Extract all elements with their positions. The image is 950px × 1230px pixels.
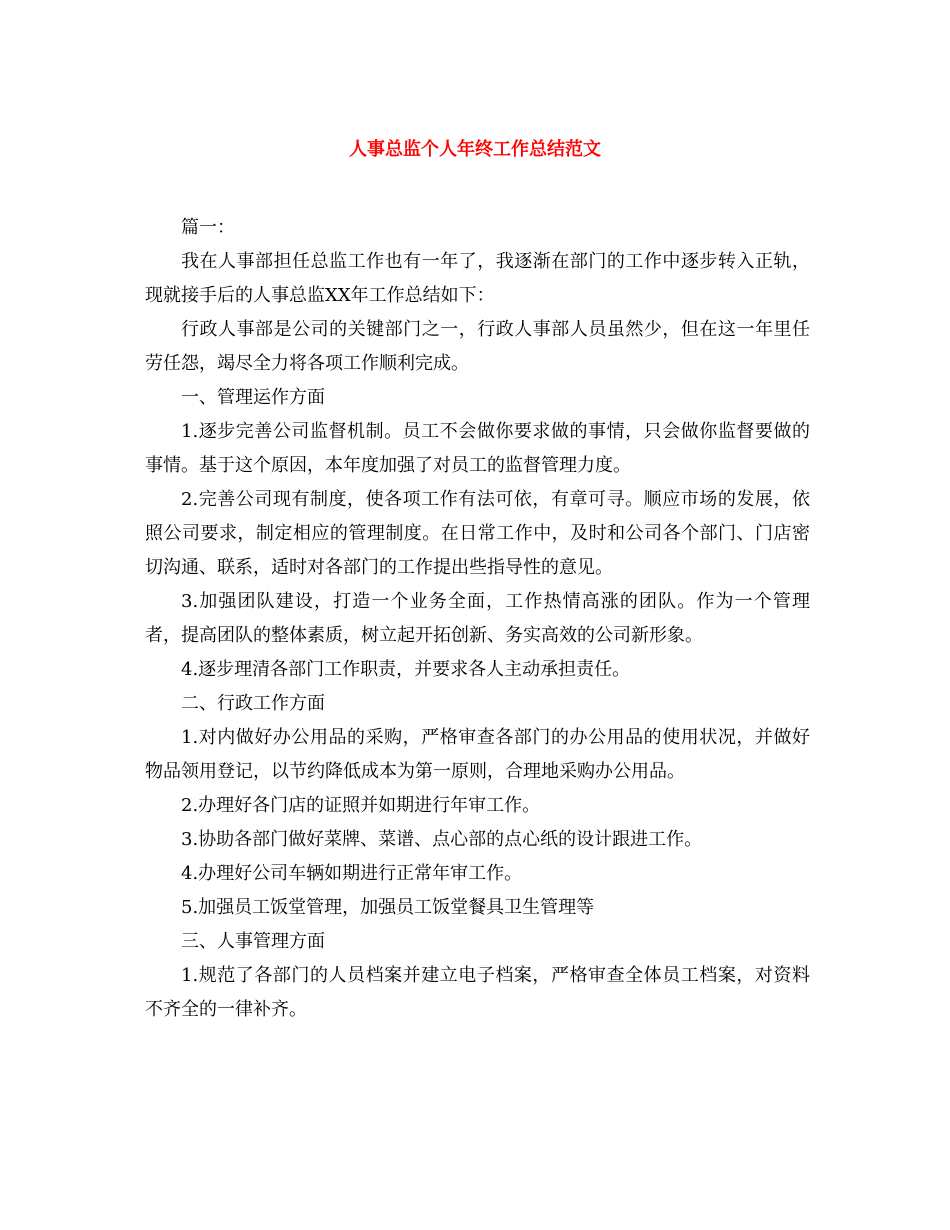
paragraph-item: 3.协助各部门做好菜牌、菜谱、点心部的点心纸的设计跟进工作。: [181, 829, 703, 850]
heading-management-operations: 一、管理运作方面: [181, 387, 325, 408]
paragraph-item: 4.办理好公司车辆如期进行正常年审工作。: [181, 863, 523, 884]
paragraph-item: 5.加强员工饭堂管理，加强员工饭堂餐具卫生管理等: [181, 897, 595, 918]
paragraph-item: 1.逐步完善公司监督机制。员工不会做你要求做的事情，只会做你监督要做的事情。基于这个原因，本年度加强了对员工的监督管理力度。: [145, 421, 810, 476]
paragraph-item: 4.逐步理清各部门工作职责，并要求各人主动承担责任。: [181, 659, 631, 680]
paragraph-item: 2.完善公司现有制度，使各项工作有法可依，有章可寻。顺应市场的发展，依照公司要求，制定相应的管理制度。在日常工作中，及时和公司各个部门、门店密切沟通、联系，适时对各部门的工作提出些指导性的意见。: [145, 489, 810, 578]
paragraph-item: 3.加强团队建设，打造一个业务全面，工作热情高涨的团队。作为一个管理者，提高团队的整体素质，树立起开拓创新、务实高效的公司新形象。: [145, 591, 810, 646]
document-title: 人事总监个人年终工作总结范文: [349, 139, 601, 160]
paragraph-item: 1.对内做好办公用品的采购，严格审查各部门的办公用品的使用状况，并做好物品领用登记，以节约降低成本为第一原则，合理地采购办公用品。: [145, 727, 810, 782]
paragraph-item: 2.办理好各门店的证照并如期进行年审工作。: [181, 795, 541, 816]
paragraph-department-overview: 行政人事部是公司的关键部门之一，行政人事部人员虽然少，但在这一年里任劳任怨，竭尽全力将各项工作顺利完成。: [145, 319, 810, 374]
heading-administrative-work: 二、行政工作方面: [181, 693, 325, 714]
paragraph-section-label: 篇一：: [181, 217, 235, 238]
heading-personnel-management: 三、人事管理方面: [181, 931, 325, 952]
paragraph-item: 1.规范了各部门的人员档案并建立电子档案，严格审查全体员工档案，对资料不齐全的一律补齐。: [145, 965, 810, 1020]
paragraph-intro: 我在人事部担任总监工作也有一年了，我逐渐在部门的工作中逐步转入正轨，现就接手后的人事总监XX年工作总结如下：: [145, 251, 810, 306]
document-body: [145, 211, 810, 1027]
